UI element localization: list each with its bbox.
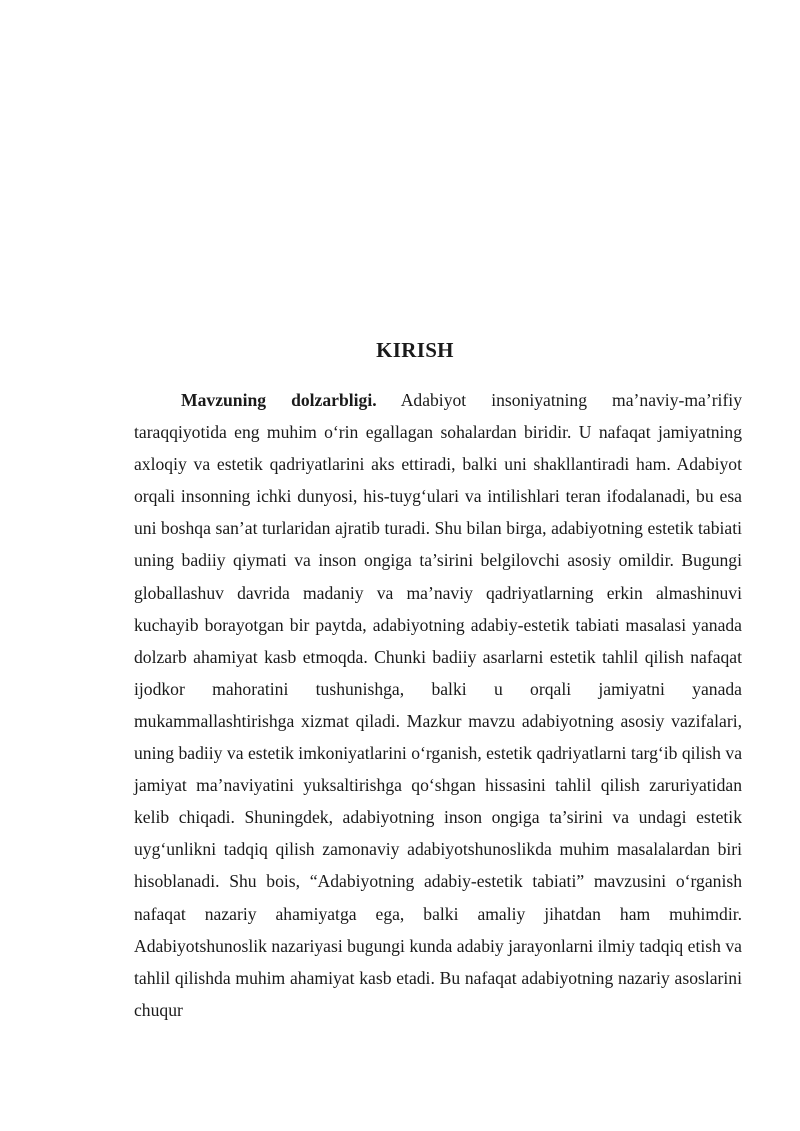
paragraph-text: Adabiyot insoniyatning ma’naviy-ma’rifiy taraqqiyotida eng muhim o‘rin egallagan sohalardan biridir. U nafaqat jamiyatning axloqiy va estetik qadriyatlarini aks ettiradi, balki uni shakllantiradi ham. Adabiyot orqali insonning ichki dunyosi, his-tuyg‘ulari va intilishlari teran ifodalanadi, bu esa uni boshqa san’at turlaridan ajratib turadi. Shu bilan birga, adabiyotning estetik tabiati uning badiiy qiymati va inson ongiga ta’sirini belgilovchi asosiy omildir. Bugungi globallashuv davrida madaniy va ma’naviy qadriyatlarning erkin almashinuvi kuchayib borayotgan bir paytda, adabiyotning adabiy-estetik tabiati masalasi yanada dolzarb ahamiyat kasb etmoqda. Chunki badiiy asarlarni estetik tahlil qilish nafaqat ijodkor mahoratini tushunishga, balki u orqali jamiyatni yanada mukammallashtirishga xizmat qiladi. Mazkur mavzu adabiyotning asosiy vazifalari, uning badiiy va estetik imkoniyatlarini o‘rganish, estetik qadriyatlarni targ‘ib qilish va jamiyat ma’naviyatini yuksaltirishga qo‘shgan hissasini tahlil qilish zaruriyatidan kelib chiqadi. Shuningdek, adabiyotning inson ongiga ta’sirini va undagi estetik uyg‘unlikni tadqiq qilish zamonaviy adabiyotshunoslikda muhim masalalardan biri hisoblanadi. Shu bois, “Adabiyotning adabiy-estetik tabiati” mavzusini o‘rganish nafaqat nazariy ahamiyatga ega, balki amaliy jihatdan ham muhimdir. Adabiyotshunoslik nazariyasi bugungi kunda adabiy jarayonlarni ilmiy tadqiq etish va tahlil qilishda muhim ahamiyat kasb etadi. Bu nafaqat adabiyotning nazariy asoslarini chuqur — [134, 390, 742, 1020]
paragraph-lead: Mavzuning dolzarbligi. — [181, 390, 377, 410]
section-title: KIRISH — [376, 338, 454, 362]
intro-paragraph — [134, 384, 742, 1026]
